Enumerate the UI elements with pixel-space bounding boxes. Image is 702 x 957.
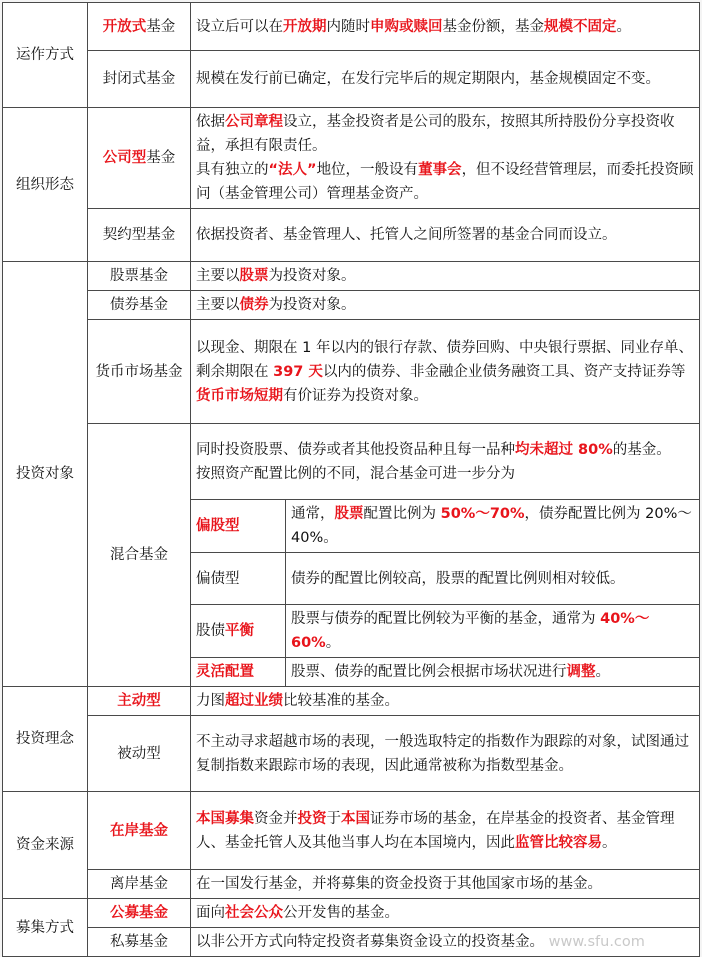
desc-mixed: 同时投资股票、债券或者其他投资品种且每一品种均未超过 80%的基金。 按照资产配置比例的不同，混合基金可进一步分为: [191, 424, 700, 500]
desc-active: 力图超过业绩比较基准的基金。: [191, 687, 700, 716]
desc-offshore: 在一国发行基金，并将募集的资金投资于其他国家市场的基金。: [191, 870, 700, 899]
category-philosophy: 投资理念: [3, 687, 88, 792]
desc-open-end: 设立后可以在开放期内随时申购或赎回基金份额，基金规模不固定。: [191, 3, 700, 51]
mixed-flexible: 灵活配置: [191, 658, 286, 687]
subtype-mixed: 混合基金: [88, 424, 191, 687]
table-row: [3, 716, 700, 792]
desc-passive: 不主动寻求超越市场的表现，一般选取特定的指数作为跟踪的对象，试图通过复制指数来跟踪市场的表现，因此通常被称为指数型基金。: [191, 716, 700, 792]
fund-classification-table: [2, 2, 700, 957]
desc-public: 面向社会公众公开发售的基金。: [191, 899, 700, 928]
desc-stock: 主要以股票为投资对象。: [191, 262, 700, 291]
table-row: [3, 262, 700, 291]
table-row: [3, 209, 700, 262]
subtype-active: 主动型: [88, 687, 191, 716]
subtype-money-market: 货币市场基金: [88, 320, 191, 424]
desc-contractual: 依据投资者、基金管理人、托管人之间所签署的基金合同而设立。: [191, 209, 700, 262]
table-row: [3, 320, 700, 424]
watermark: www.sfu.com: [548, 934, 645, 950]
mixed-equity-biased: 偏股型: [191, 500, 286, 553]
desc-bond-biased: 债券的配置比例较高，股票的配置比例则相对较低。: [286, 553, 700, 605]
desc-money-market: 以现金、期限在 1 年以内的银行存款、债券回购、中央银行票据、同业存单、剩余期限在 397 天以内的债券、非金融企业债务融资工具、资产支持证券等货币市场短期有价证券为投资对象。: [191, 320, 700, 424]
table-row: [3, 792, 700, 870]
table-row: [3, 51, 700, 108]
category-organization: 组织形态: [3, 108, 88, 262]
desc-onshore: 本国募集资金并投资于本国证券市场的基金，在岸基金的投资者、基金管理人、基金托管人及其他当事人均在本国境内，因此监管比较容易。: [191, 792, 700, 870]
category-operation: 运作方式: [3, 3, 88, 108]
category-fundraising: 募集方式: [3, 899, 88, 957]
subtype-stock: 股票基金: [88, 262, 191, 291]
subtype-offshore: 离岸基金: [88, 870, 191, 899]
table-row: [3, 870, 700, 899]
desc-closed-end: 规模在发行前已确定，在发行完毕后的规定期限内，基金规模固定不变。: [191, 51, 700, 108]
desc-flexible: 股票、债券的配置比例会根据市场状况进行调整。: [286, 658, 700, 687]
table-row: [3, 108, 700, 209]
subtype-open-end: 开放式基金: [88, 3, 191, 51]
desc-bond: 主要以债券为投资对象。: [191, 291, 700, 320]
table-row: [3, 928, 700, 957]
table-row: [3, 291, 700, 320]
desc-equity-biased: 通常，股票配置比例为 50%～70%，债券配置比例为 20%～40%。: [286, 500, 700, 553]
subtype-public: 公募基金: [88, 899, 191, 928]
desc-private: 以非公开方式向特定投资者募集资金设立的投资基金。 www.sfu.com: [191, 928, 700, 957]
subtype-onshore: 在岸基金: [88, 792, 191, 870]
table-row: [3, 424, 700, 500]
table-row: [3, 687, 700, 716]
subtype-contractual: 契约型基金: [88, 209, 191, 262]
category-investment-target: 投资对象: [3, 262, 88, 687]
table-row: [3, 899, 700, 928]
desc-corporate: 依据公司章程设立，基金投资者是公司的股东，按照其所持股份分享投资收益，承担有限责任。 具有独立的“法人”地位，一般设有董事会，但不设经营管理层，而委托投资顾问（基金管理公司）管理基金资产。: [191, 108, 700, 209]
subtype-private: 私募基金: [88, 928, 191, 957]
mixed-bond-biased: 偏债型: [191, 553, 286, 605]
subtype-bond: 债券基金: [88, 291, 191, 320]
desc-balanced: 股票与债券的配置比例较为平衡的基金，通常为 40%～60%。: [286, 605, 700, 658]
table-row: [3, 3, 700, 51]
mixed-balanced: 股债平衡: [191, 605, 286, 658]
category-capital-source: 资金来源: [3, 792, 88, 899]
subtype-closed-end: 封闭式基金: [88, 51, 191, 108]
subtype-corporate: 公司型基金: [88, 108, 191, 209]
subtype-passive: 被动型: [88, 716, 191, 792]
